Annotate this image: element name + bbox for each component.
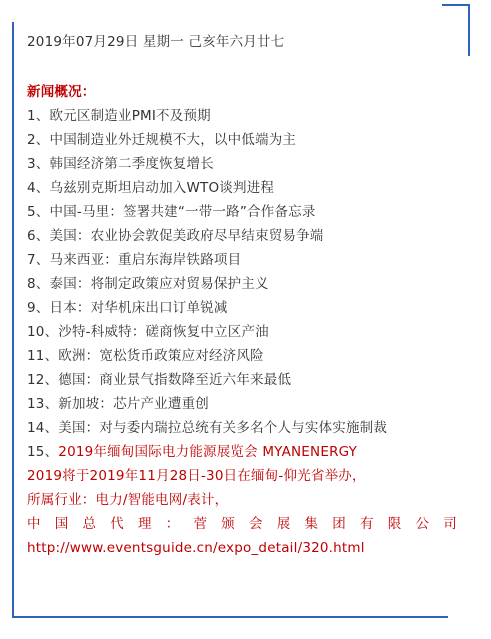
frame-bottom-border — [12, 616, 448, 618]
date-line: 2019年07月29日 星期一 己亥年六月廿七 — [27, 34, 285, 50]
frame-corner-right — [468, 4, 470, 56]
frame-left-border — [12, 22, 14, 618]
news-item: 4、乌兹别克斯坦启动加入WTO谈判进程 — [27, 180, 275, 196]
promo-line-1 — [27, 440, 457, 464]
news-item: 5、中国-马里：签署共建“一带一路”合作备忘录 — [27, 204, 316, 220]
news-item: 12、德国：商业景气指数降至近六年来最低 — [27, 372, 292, 388]
news-item: 6、美国：农业协会敦促美政府尽早结束贸易争端 — [27, 228, 324, 244]
section-heading: 新闻概况： — [27, 84, 96, 100]
news-item: 11、欧洲：宽松货币政策应对经济风险 — [27, 348, 264, 364]
news-item: 13、新加坡：芯片产业遭重创 — [27, 396, 209, 412]
news-item: 3、韩国经济第二季度恢复增长 — [27, 156, 214, 172]
promo-url-link[interactable]: http://www.eventsguide.cn/expo_detail/320.html — [27, 540, 365, 556]
promo-number: 15、 — [27, 444, 59, 460]
news-item: 9、日本：对华机床出口订单锐减 — [27, 300, 228, 316]
promo-line-2: 2019将于2019年11月28日-30日在缅甸-仰光省举办， — [27, 468, 366, 484]
news-item: 2、中国制造业外迁规模不大，以中低端为主 — [27, 132, 297, 148]
promo-title: 2019年缅甸国际电力能源展览会 MYANENERGY — [58, 444, 358, 460]
promo-line-3: 所属行业：电力/智能电网/表计， — [27, 492, 229, 508]
promo-agent-line: 中国总代理：菅颁会展集团有限公司 — [27, 516, 457, 532]
news-item: 14、美国：对与委内瑞拉总统有关多名个人与实体实施制裁 — [27, 420, 388, 436]
news-item: 7、马来西亚：重启东海岸铁路项目 — [27, 252, 242, 268]
news-item: 10、沙特-科威特：磋商恢复中立区产油 — [27, 324, 269, 340]
frame-corner-top — [442, 4, 470, 6]
news-item: 8、泰国：将制定政策应对贸易保护主义 — [27, 276, 269, 292]
news-article — [27, 30, 457, 560]
spacer — [27, 54, 457, 80]
news-item: 1、欧元区制造业PMI不及预期 — [27, 108, 211, 124]
